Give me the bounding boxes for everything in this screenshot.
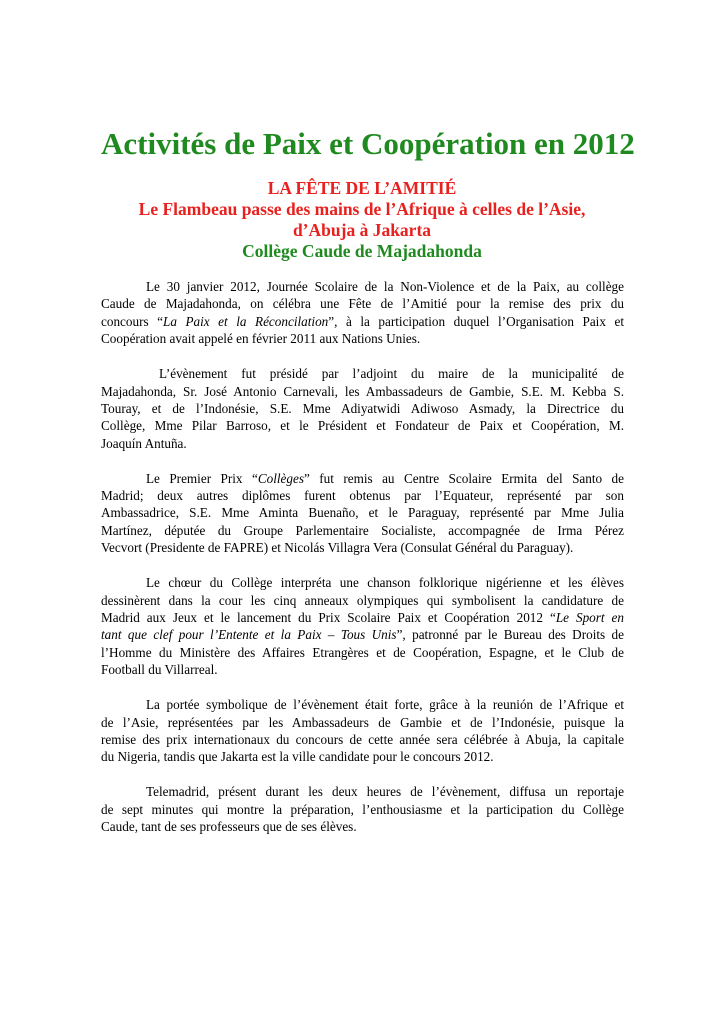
subheading-tagline-line-2: d’Abuja à Jakarta [292,220,432,240]
paragraph-line: de sept minutes qui montre la préparation, l’enthousiasme et la participation du Collège [101,801,624,817]
paragraph-line: du Nigeria, tandis que Jakarta est la ville candidate pour le concours 2012. [101,749,494,765]
paragraph-line: Football du Villarreal. [101,662,218,678]
paragraph [101,783,624,835]
italic-text: La Paix et la Réconcilation [163,313,329,329]
paragraph-line: Collège, Mme Pilar Barroso, et le Président et Fondateur de Paix et Coopération, M. [101,418,624,434]
paragraph-line: Le chœur du Collège interpréta une chanson folklorique nigérienne et les élèves [146,575,624,591]
paragraph-line: Caude, tant de ses professeurs que de ses élèves. [101,819,357,835]
italic-text: Le Sport en [555,610,624,625]
subheading-college-name: Collège Caude de Majadahonda [242,241,482,261]
paragraph-line: L’évènement fut présidé par l’adjoint du maire de la municipalité de [159,366,624,382]
paragraph-line: Majadahonda, Sr. José Antonio Carnevali, les Ambassadeurs de Gambie, S.E. M. Kebba S. [101,383,624,399]
paragraph-line: tant que clef pour l’Entente et la Paix – Tous Unis”, patronné par le Bureau des Droits de [101,627,624,643]
paragraph-line: Telemadrid, présent durant les deux heures de l’évènement, diffusa un reportaje [146,784,624,800]
subheading-event-name: LA FÊTE DE L’AMITIÉ [267,178,457,198]
subheading-tagline-line-1: Le Flambeau passe des mains de l’Afrique à celles de l’Asie, [138,199,586,219]
paragraph-line: Martínez, députée du Groupe Parlementaire Socialiste, accompagnée de Irma Pérez [101,522,624,538]
paragraph-line: Le 30 janvier 2012, Journée Scolaire de la Non-Violence et de la Paix, au collège [146,279,624,294]
paragraph [101,696,624,766]
paragraph [101,365,624,452]
paragraph-line: Touray, et de l’Indonésie, S.E. Mme Adiyatwidi Adiwoso Asmady, la Directrice du [101,400,624,416]
paragraph-line: Madrid; deux autres diplômes furent obtenus par l’Equateur, représenté par son [101,488,624,504]
paragraph-line: Vecvort (Presidente de FAPRE) et Nicolás Villagra Vera (Consulat Général du Paraguay). [101,540,574,556]
paragraph-line: de l’Asie, représentées par les Ambassadeurs de Gambie et de l’Indonésie, puisque la [101,714,624,730]
paragraph [101,574,624,678]
paragraph-line: Madrid aux Jeux et le lancement du Prix Scolaire Paix et Coopération 2012 “Le Sport en [101,610,624,625]
paragraph-line: Ambassadrice, S.E. Mme Aminta Buenaño, et le Paraguay, représenté par Mme Julia [101,505,624,521]
paragraph-line: Caude de Majadahonda, on célébra une Fête de l’Amitié pour la remise des prix du [101,296,624,312]
paragraph-line: La portée symbolique de l’évènement était forte, grâce à la reunión de l’Afrique et [146,697,624,713]
paragraph-line: l’Homme du Ministère des Affaires Etrangères et de Coopération, Espagne, et le Club de [101,644,624,660]
italic-text: Collèges [257,470,304,486]
paragraph-line: Coopération avait appelé en février 2011 aux Nations Unies. [101,331,421,347]
paragraph-line: remise des prix internationaux du concours de cette année sera célébrée à Abuja, la capitale [101,731,624,747]
document-body [101,278,624,853]
paragraph-line: Joaquín Antuña. [101,435,187,451]
paragraph-line: concours “La Paix et la Réconcilation”, à la participation duquel l’Organisation Paix et [101,313,624,329]
paragraph-line: dessinèrent dans la cour les cinq anneaux olympiques qui symbolisent la candidature de [101,592,624,608]
paragraph-line: Le Premier Prix “Collèges” fut remis au Centre Scolaire Ermita del Santo de [146,470,624,486]
paragraph [101,278,624,348]
page-title: Activités de Paix et Coopération en 2012 [101,126,635,161]
italic-text: tant que clef pour l’Entente et la Paix – Tous Unis [101,627,397,643]
paragraph [101,470,624,557]
